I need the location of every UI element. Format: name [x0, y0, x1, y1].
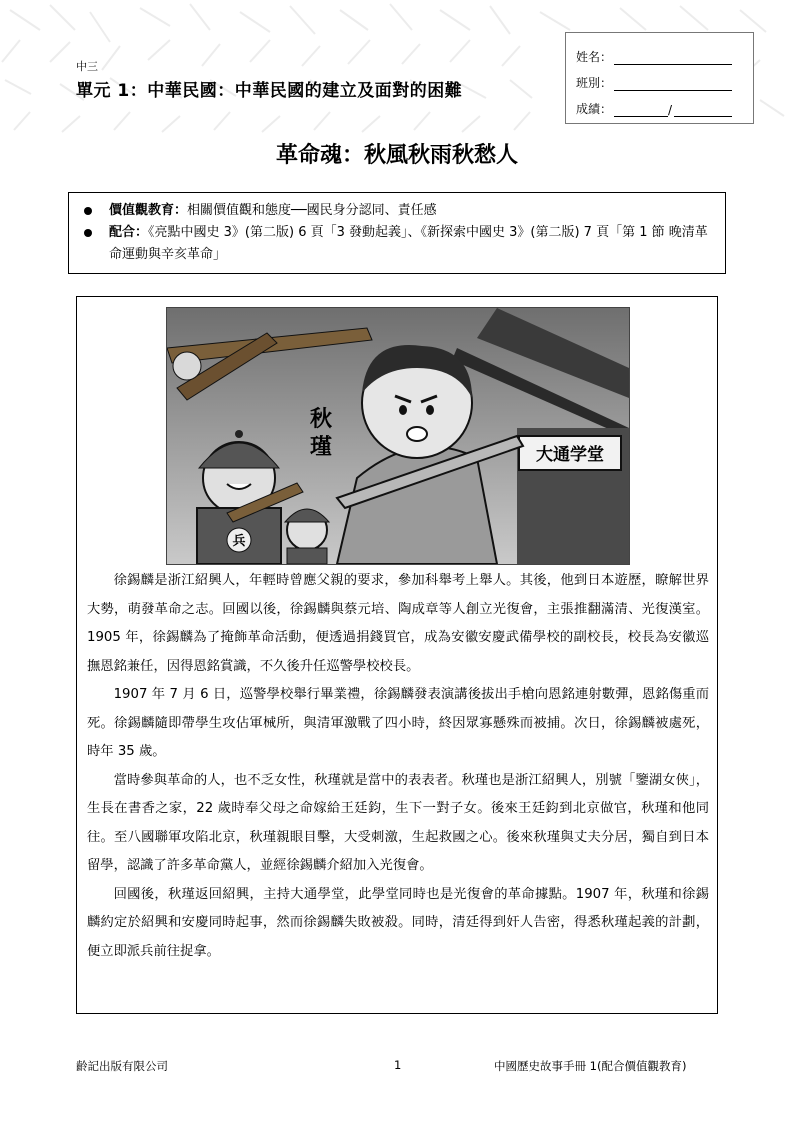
page-title: 革命魂：秋風秋雨秋愁人 [275, 143, 518, 168]
name-field[interactable] [614, 52, 732, 65]
value-text: 相關價值觀和態度──國民身分認同、責任感 [187, 203, 437, 218]
score-total-field[interactable] [674, 104, 732, 117]
value-row [81, 200, 713, 222]
bullet-icon [84, 229, 92, 237]
footer-page-number: 1 [394, 1058, 402, 1072]
score-separator: / [668, 103, 673, 117]
score-label: 成績： [576, 102, 613, 116]
class-label: 班別： [576, 76, 613, 90]
class-row [576, 65, 743, 91]
reference-text: 《亮點中國史 3》(第二版) 6 頁「3 發動起義」、《新探索中國史 3》(第二版) 7 頁「第 1 節 晚清革命運動與辛亥革命」 [109, 225, 708, 262]
story-paragraph: 回國後，秋瑾返回紹興，主持大通學堂，此學堂同時也是光復會的革命據點。1907 年，秋瑾和徐錫麟約定於紹興和安慶同時起事，然而徐錫麟失敗被殺。同時，清廷得到奸人告密，得悉秋瑾起義的計劃，便立即派兵前往捉拿。 [87, 886, 709, 959]
story-box [76, 296, 718, 1014]
footer-publisher: 齡記出版有限公司 [76, 1059, 168, 1073]
score-field[interactable] [614, 104, 668, 117]
value-label: 價值觀教育： [109, 203, 188, 218]
class-field[interactable] [614, 78, 732, 91]
story-paragraph: 當時參與革命的人，也不乏女性，秋瑾就是當中的表表者。秋瑾也是浙江紹興人，別號「鑒湖女俠」，生長在書香之家，22 歲時奉父母之命嫁給王廷鈞，生下一對子女。後來王廷鈞到北京做官，秋瑾和他同往。至八國聯軍攻陷北京，秋瑾親眼目擊，大受刺激，生起救國之心。後來秋瑾與丈夫分居，獨自到日本留學，認識了許多革命黨人，並經徐錫麟介紹加入光復會。 [87, 772, 709, 873]
character-name-2: 瑾 [309, 435, 333, 460]
story-text [87, 567, 709, 966]
grade-label: 中三 [76, 60, 98, 73]
reference-label: 配合： [109, 225, 149, 240]
name-label: 姓名： [576, 50, 613, 64]
sign-text: 大通学堂 [536, 445, 604, 465]
character-name-1: 秋 [309, 407, 333, 432]
soldier-badge: 兵 [232, 534, 246, 549]
reference-row [81, 222, 713, 266]
story-paragraph: 1907 年 7 月 6 日，巡警學校舉行畢業禮，徐錫麟發表演講後拔出手槍向恩銘連射數彈，恩銘傷重而死。徐錫麟隨即帶學生攻佔軍械所，與清軍激戰了四小時，終因眾寡懸殊而被捕。次日，徐錫麟被處死，時年 35 歲。 [87, 687, 709, 759]
bullet-icon [84, 207, 92, 215]
student-info-box [565, 32, 754, 124]
unit-title: 單元 1：中華民國：中華民國的建立及面對的困難 [76, 81, 463, 101]
story-paragraph: 徐錫麟是浙江紹興人，年輕時曾應父親的要求，參加科舉考上舉人。其後，他到日本遊歷，瞭解世界大勢，萌發革命之志。回國以後，徐錫麟與蔡元培、陶成章等人創立光復會，主張推翻滿清、光復漢室。1905 年，徐錫麟為了掩飾革命活動，便透過捐錢買官，成為安徽安慶武備學校的副校長，校長為安徽巡撫恩銘兼任，因得恩銘賞識，不久後升任巡警學校校長。 [87, 573, 709, 674]
value-education-box [68, 192, 726, 274]
story-illustration [166, 307, 630, 565]
name-row [576, 39, 743, 65]
score-row [576, 91, 743, 117]
illustration-drawing [167, 308, 629, 564]
footer-book-title: 中國歷史故事手冊 1(配合價值觀教育) [494, 1059, 687, 1073]
